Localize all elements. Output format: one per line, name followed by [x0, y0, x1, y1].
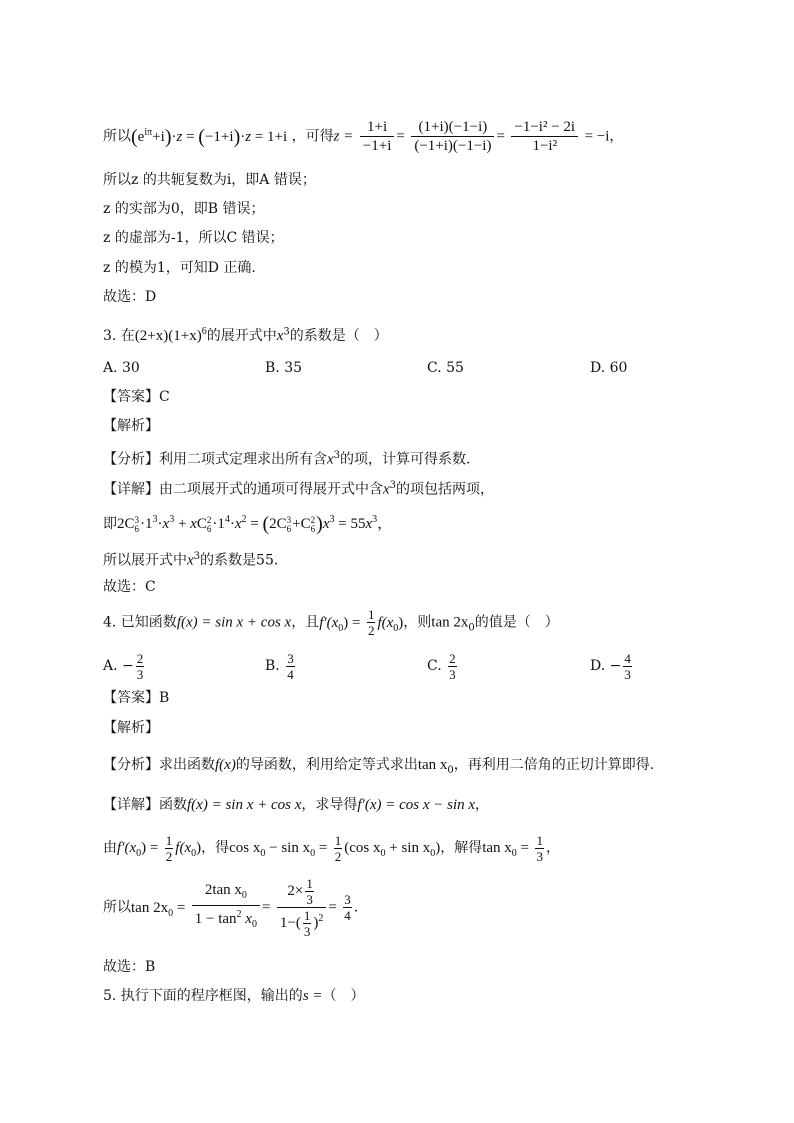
q4-fenxi: 【分析】求出函数f(x)的导函数，利用给定等式求出$\tan x_0$，再利用二倍角的正切计算即得. [103, 757, 655, 776]
q2-z: z = [333, 128, 354, 145]
q4-answer: 【答案】B [103, 690, 170, 706]
fraction: $\frac{\text{−1−i² − 2i}}{\text{1−i²}}$ [511, 118, 578, 155]
q2-choose: 故选：D [103, 289, 157, 305]
q3-option-b: B. 35 [265, 360, 303, 376]
q5-stem: 5. 执行下面的程序框图，输出的s =（ ） [103, 988, 365, 1004]
fraction-half: $\frac{1}{2}$ [367, 607, 375, 638]
q4-xiangjie: 【详解】函数f(x) = sin x + cos x，求导得f′(x) = cos x − sin x， [103, 797, 490, 813]
q2-line-5: z 的模为1，可知D 正确. [103, 260, 256, 276]
q3-fenxi: 【分析】利用二项式定理求出所有含$x^3$的项，计算可得系数. [103, 450, 471, 468]
q3-answer: 【答案】C [103, 389, 170, 405]
q2-expr: $(e^{i\pi}+i)\cdot z = (-1+i)\cdot z = 1+i$ [131, 125, 288, 148]
q4-option-c: C. $\frac{2}{3}$ [427, 650, 456, 682]
q2-text: ，可得 [291, 128, 334, 145]
q3-conclusion: 所以展开式中$x^3$的系数是55. [103, 551, 279, 569]
q3-stem: 3. 在$(2+x)(1+x)^6$的展开式中$x^3$的系数是（ ） [103, 326, 388, 344]
q2-line-3: z 的实部为0，即B 错误； [103, 201, 265, 217]
q2-line-4: z 的虚部为-1，所以C 错误； [103, 230, 284, 246]
q4-option-a: A. − $\frac{2}{3}$ [103, 650, 144, 682]
q2-result: = −i [584, 128, 610, 145]
q3-expr: $(2+x)(1+x)^6$ [134, 326, 207, 344]
q4-derivation: 由$f'(x_0)$ = $\frac{1}{2}$ $f(x_0)$，得$\cos x_0 - \sin x_0$ = $\frac{1}{2}$ (cos $x_0 + \sin x_0$)，解得$\tan x_0$ = $\frac{1}{3}$ ， [103, 832, 560, 864]
fraction: $\frac{2\tan x_0}{1 - \tan^2 x_0}$ [192, 881, 260, 934]
q3-choose: 故选：C [103, 579, 156, 595]
q3-analysis-header: 【解析】 [103, 418, 159, 434]
q2-text: 所以 [103, 128, 131, 145]
q3-option-a: A. 30 [103, 360, 140, 376]
q3-xiangjie: 【详解】由二项展开式的通项可得展开式中含$x^3$的项包括两项， [103, 480, 495, 498]
q4-analysis-header: 【解析】 [103, 720, 159, 736]
q3-option-c: C. 55 [427, 360, 464, 376]
q4-final-calc: 所以$\tan 2x_0$ = $\frac{2\tan x_0}{1 - \tan^2 x_0}$ = 2× $\frac{1}{3}$ 1−( $\frac{1}{3}$ )$^2$ = $\frac{3}{4}$ . [103, 876, 359, 939]
q4-option-d: D. − $\frac{4}{3}$ [590, 650, 631, 682]
q4-option-b: B. $\frac{3}{4}$ [265, 650, 294, 682]
fraction: $\frac{1+i}{-1+i}$ [360, 118, 395, 155]
q2-line-2: 所以z 的共轭复数为i，即A 错误； [103, 172, 316, 188]
q4-choose: 故选：B [103, 959, 156, 975]
q2-line-1: 所以$(e^{i\pi}+i)\cdot z = (-1+i)\cdot z = 1+i$ ，可得z = $\frac{1+i}{-1+i}$ = $\frac{(1+i)(-1-i)}{(-1+i)(-1-i)}$ = $\frac{\text{−1−i² − 2i}}{\text{1−i²}}$ = −i， [103, 119, 624, 154]
fraction: 2× $\frac{1}{3}$ 1−( $\frac{1}{3}$ )$^2$ [277, 876, 326, 939]
q3-calculation: 即2C 3 6 $\cdot 1^3\cdot x^3$ + xC 2 6 $\cdot 1^4\cdot x^2 = (2C$ 3 6 +C 2 6 )$x^3 = 55x^3$， [103, 513, 393, 535]
q4-stem: 4. 已知函数f(x) = sin x + cos x，且$f'(x_0)$ = $\frac{1}{2}$ $f(x_0)$，则$\tan 2x_0$的值是（ ） [103, 607, 559, 638]
fraction: $\frac{(1+i)(-1-i)}{(-1+i)(-1-i)}$ [411, 118, 494, 155]
q3-option-d: D. 60 [590, 360, 628, 376]
